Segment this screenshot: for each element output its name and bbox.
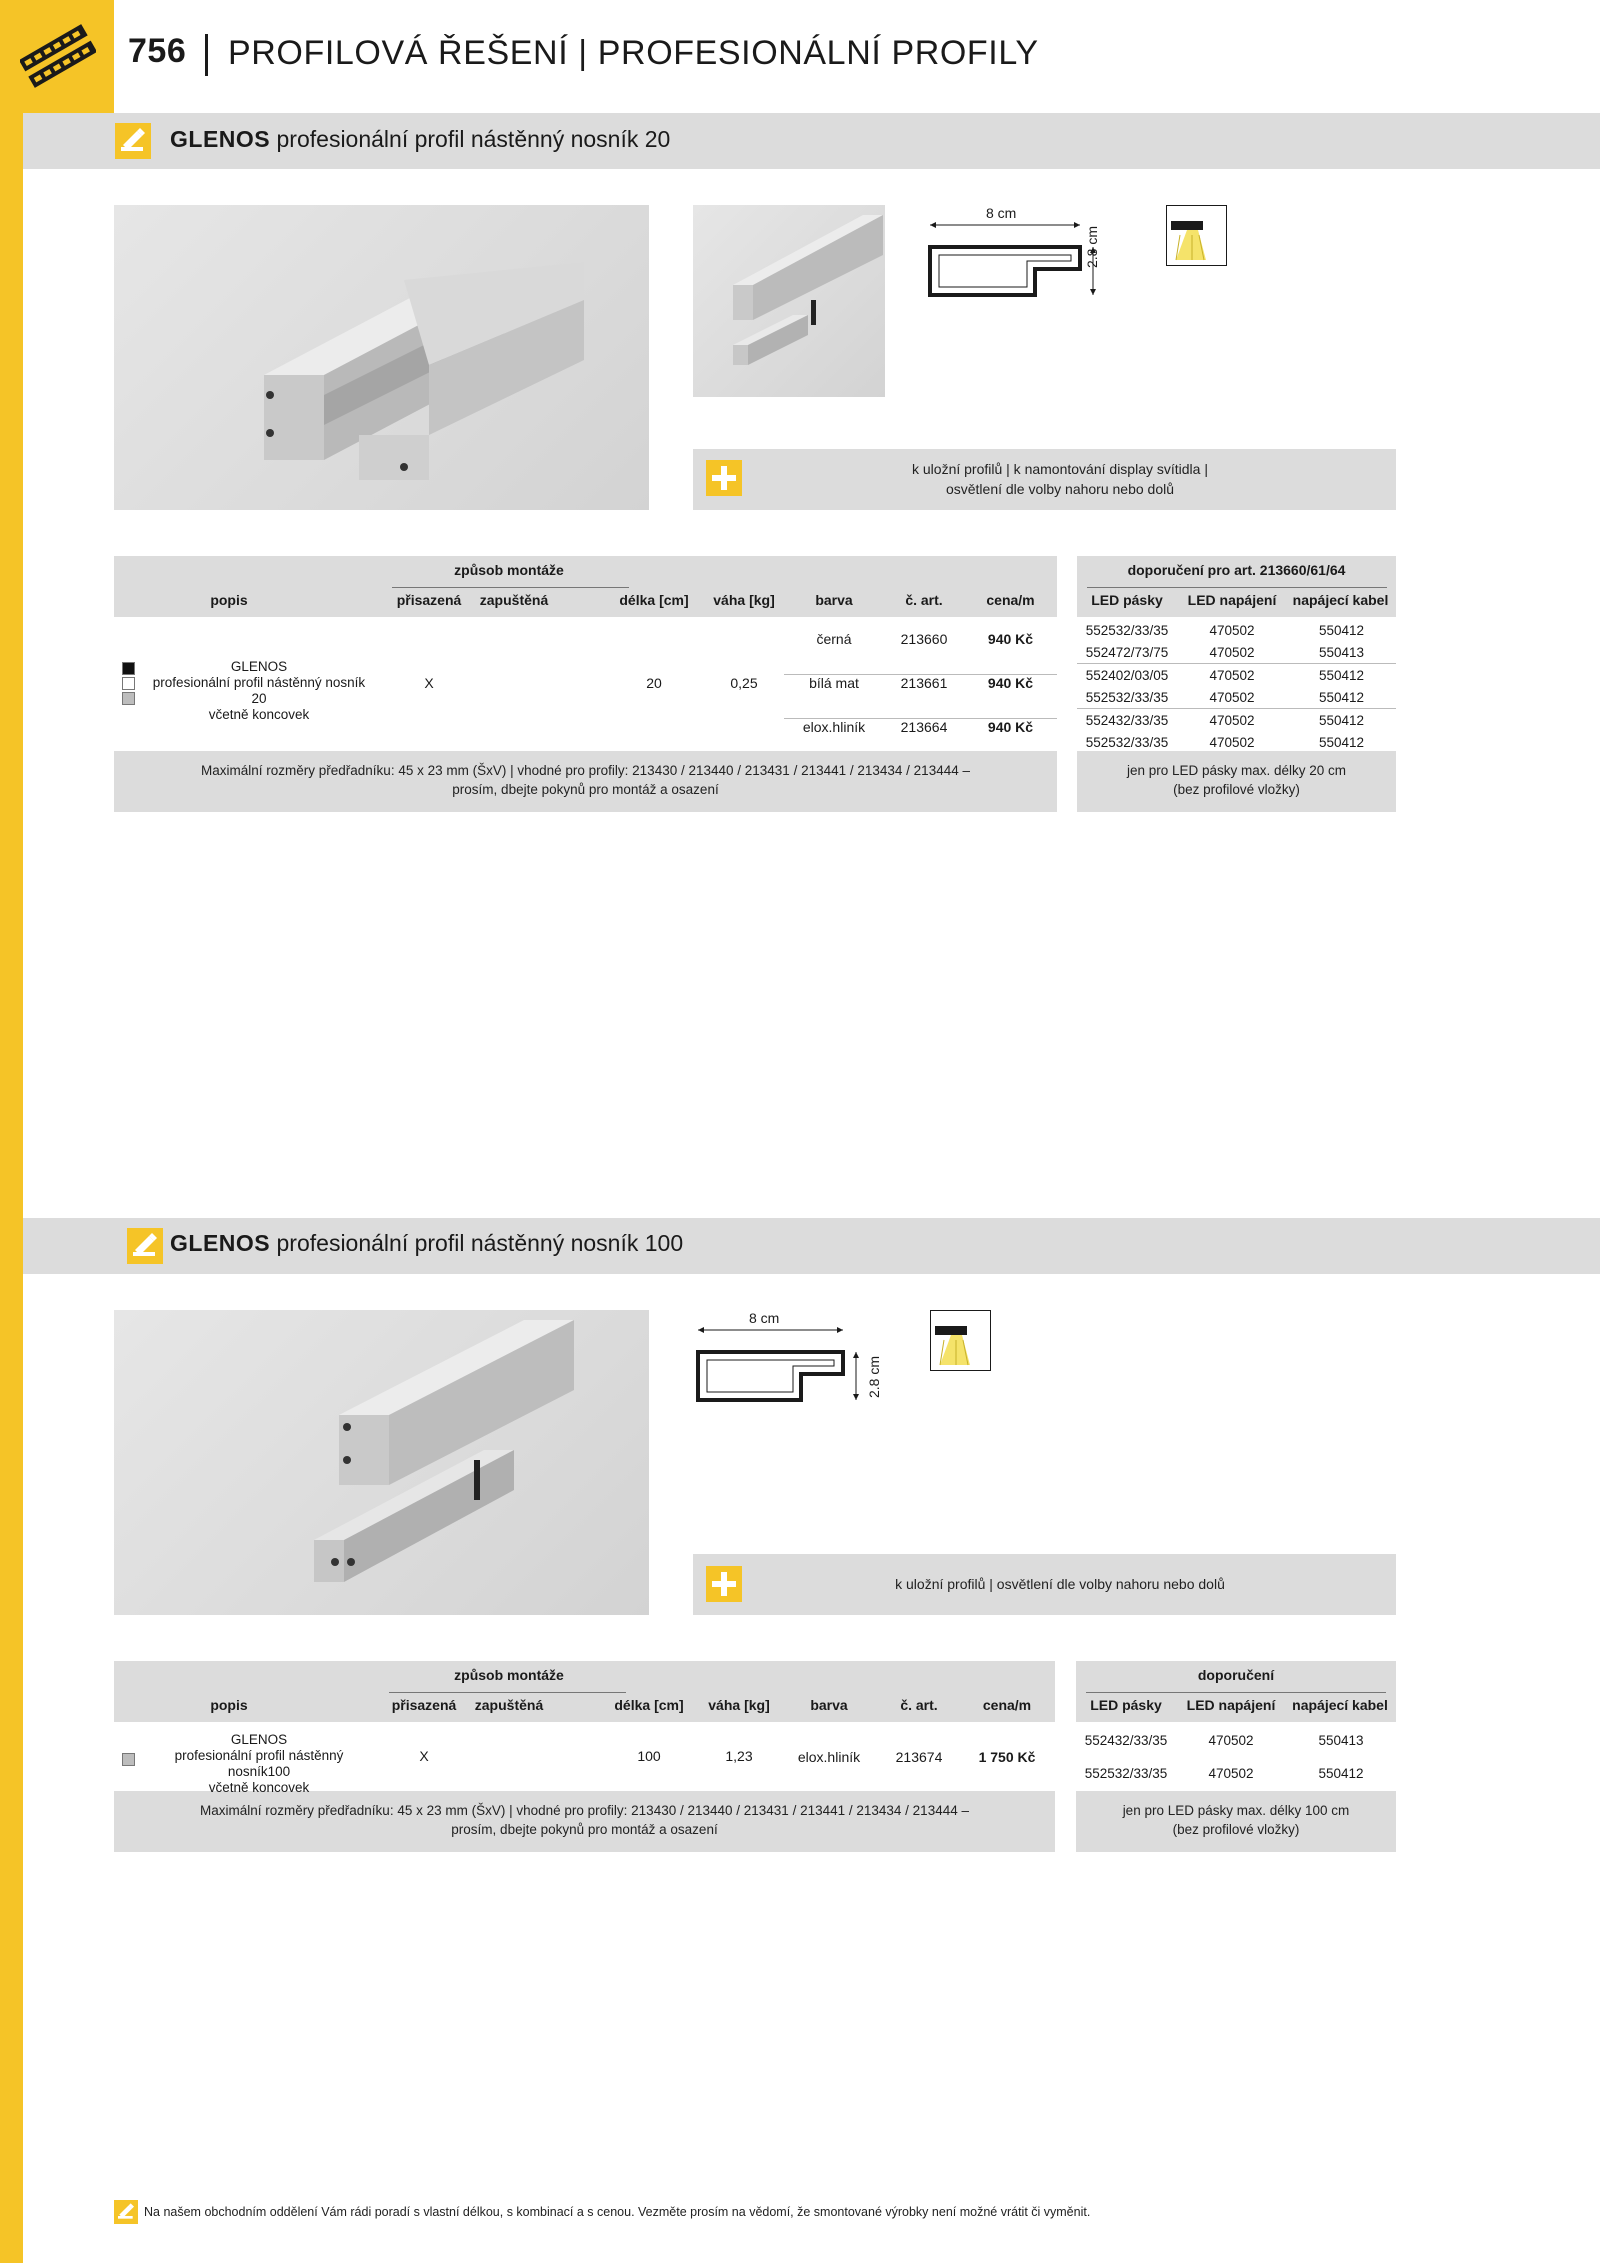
features-text [760, 1574, 1360, 1594]
rec-led: 552432/33/35 [1085, 712, 1169, 728]
rec-led: 552432/33/35 [1084, 1733, 1168, 1748]
description-line-1: GLENOS [230, 1732, 288, 1747]
col-zapustena: zapuštěná [474, 1697, 544, 1713]
rec-row [1077, 619, 1396, 642]
page-number: 756 [128, 32, 187, 70]
col-led: LED pásky [1090, 1697, 1162, 1713]
rec-row [1076, 1757, 1396, 1790]
rec-kabel: 550412 [1318, 667, 1365, 683]
rec-table-header [1076, 1661, 1396, 1722]
rec-napajeni: 470502 [1209, 667, 1255, 683]
description-line-1: GLENOS [230, 659, 288, 674]
section-1-title [170, 126, 670, 153]
rec-row [1077, 664, 1396, 687]
mount-group-header: způsob montáže [454, 562, 564, 578]
dimension-width-label: 8 cm [749, 1310, 780, 1326]
variant-art: 213660 [900, 631, 948, 647]
rec-led: 552532/33/35 [1085, 622, 1169, 638]
profile-dimension-drawing [693, 1310, 893, 1410]
variant-row [784, 631, 1057, 675]
rec-row [1077, 732, 1396, 755]
rec-led: 552532/33/35 [1085, 689, 1169, 705]
col-cena: cena/m [982, 1697, 1032, 1713]
rec-note-line-2: (bez profilové vložky) [1172, 1822, 1300, 1837]
header-divider [205, 34, 208, 76]
rec-led: 552532/33/35 [1085, 735, 1169, 751]
rec-note-line-2: (bez profilové vložky) [1173, 782, 1300, 797]
value-prisazena: X [419, 1748, 429, 1764]
section-2-title [170, 1230, 683, 1257]
rec-napajeni: 470502 [1209, 622, 1255, 638]
variant-rows [784, 631, 1057, 763]
rec-rows [1077, 619, 1396, 754]
product-description [144, 1732, 374, 1796]
variant-row [784, 675, 1057, 719]
col-popis: popis [210, 1697, 248, 1713]
plus-icon [706, 460, 742, 496]
swatch-alu [122, 692, 135, 705]
rec-rows [1076, 1724, 1396, 1790]
col-delka: délka [cm] [619, 592, 689, 608]
variant-art: 213664 [900, 719, 948, 735]
rec-note-band [1076, 1791, 1396, 1852]
value-vaha: 0,25 [730, 675, 758, 691]
swatch-alu [122, 1753, 135, 1766]
col-vaha: váha [kg] [708, 1697, 770, 1713]
description-line-3: včetně koncovek [208, 707, 310, 722]
col-barva: barva [810, 1697, 848, 1713]
page-title: PROFILOVÁ ŘEŠENÍ | PROFESIONÁLNÍ PROFILY [228, 34, 1039, 72]
col-napajeni: LED napájení [1186, 1697, 1276, 1713]
rec-napajeni: 470502 [1208, 1733, 1254, 1748]
spec-table-body [114, 1722, 1055, 1795]
variant-barva: elox.hliník [797, 1749, 861, 1765]
rec-title: doporučení pro art. 213660/61/64 [1127, 562, 1346, 578]
rec-row [1076, 1724, 1396, 1757]
rec-row [1077, 709, 1396, 732]
section-1-title-brand: GLENOS [170, 126, 271, 152]
rec-kabel: 550412 [1318, 712, 1365, 728]
rec-led: 552472/73/75 [1085, 644, 1169, 660]
variant-row [779, 1749, 1055, 1771]
light-direction-icon [1166, 205, 1227, 266]
product-photo-main [114, 205, 649, 510]
product-photo-detail [693, 205, 885, 397]
rec-napajeni: 470502 [1209, 644, 1255, 660]
rec-table-body [1076, 1722, 1396, 1791]
rec-kabel: 550412 [1318, 689, 1365, 705]
led-strip-icon [20, 18, 96, 94]
col-napajeni: LED napájení [1187, 592, 1277, 608]
features-line-1: k uložní profilů | osvětlení dle volby nahoru nebo dolů [895, 1576, 1225, 1592]
description-line-2: profesionální profil nástěnný nosník100 [174, 1748, 344, 1779]
spec-table-header [114, 1661, 1055, 1722]
col-prisazena: přisazená [391, 1697, 457, 1713]
features-line-2: osvětlení dle volby nahoru nebo dolů [945, 481, 1175, 497]
rec-row [1077, 687, 1396, 710]
section-2-title-text: profesionální profil nástěnný nosník 100 [270, 1230, 684, 1256]
rec-note-line-1: jen pro LED pásky max. délky 20 cm [1126, 763, 1347, 778]
col-prisazena: přisazená [396, 592, 462, 608]
variant-art: 213674 [895, 1749, 943, 1765]
value-delka: 100 [637, 1748, 661, 1764]
col-delka: délka [cm] [614, 1697, 684, 1713]
product-photo-main [114, 1310, 649, 1615]
variant-barva: elox.hliník [802, 719, 866, 735]
features-line-1: k uložní profilů | k namontování display svítidla | [912, 461, 1208, 477]
rec-kabel: 550412 [1318, 735, 1365, 751]
spec-note-line-1: Maximální rozměry předřadníku: 45 x 23 mm (ŠxV) | vhodné pro profily: 213430 / 213440 / 213431 / 213441 / 213434 / 213444 – [201, 763, 970, 778]
group-underline [389, 1692, 626, 1693]
spec-table-header [114, 556, 1057, 617]
light-direction-icon [930, 1310, 991, 1371]
value-delka: 20 [646, 675, 662, 691]
spec-table-1 [114, 556, 1057, 812]
rec-underline [1086, 1692, 1386, 1693]
rec-kabel: 550412 [1318, 622, 1365, 638]
variant-cena: 940 Kč [987, 719, 1034, 735]
features-text [760, 459, 1360, 499]
col-led: LED pásky [1091, 592, 1163, 608]
variant-cena: 1 750 Kč [978, 1749, 1036, 1765]
color-swatches [122, 661, 135, 706]
dimension-height-label: 2.8 cm [1084, 225, 1100, 268]
pencil-ruler-icon [115, 123, 151, 159]
footer-note: Na našem obchodním oddělení Vám rádi poradí s vlastní délkou, s kombinací a s cenou. Vezměte prosím na vědomí, že smontované výrobky není možné vrátit či vyměnit. [144, 2205, 1091, 2219]
section-1-title-text: profesionální profil nástěnný nosník 20 [270, 126, 671, 152]
rec-kabel: 550413 [1318, 644, 1365, 660]
col-cena: cena/m [986, 592, 1035, 608]
description-line-3: včetně koncovek [208, 1780, 310, 1795]
variant-barva: černá [816, 631, 852, 647]
spec-note-line-2: prosím, dbejte pokynů pro montáž a osazení [451, 1822, 718, 1837]
section-2-title-brand: GLENOS [170, 1230, 271, 1256]
plus-icon [706, 1566, 742, 1602]
dimension-width-label: 8 cm [986, 205, 1017, 221]
group-underline [392, 587, 629, 588]
mount-group-header: způsob montáže [454, 1667, 564, 1683]
rec-napajeni: 470502 [1209, 712, 1255, 728]
col-zapustena: zapuštěná [479, 592, 549, 608]
value-prisazena: X [424, 675, 434, 691]
col-kabel: napájecí kabel [1292, 592, 1389, 608]
spec-note-band [114, 1791, 1055, 1852]
rec-table-header [1077, 556, 1396, 617]
variant-cena: 940 Kč [987, 675, 1034, 691]
pencil-ruler-icon [127, 1228, 163, 1264]
swatch-white [122, 677, 135, 690]
yellow-side-strip [0, 113, 23, 2263]
description-line-2: profesionální profil nástěnný nosník 20 [152, 675, 366, 706]
col-cislo: č. art. [905, 592, 943, 608]
variant-rows [779, 1749, 1055, 1771]
rec-napajeni: 470502 [1208, 1766, 1254, 1781]
recommendation-table-1 [1077, 556, 1396, 812]
rec-kabel: 550412 [1318, 1766, 1364, 1781]
variant-art: 213661 [900, 675, 948, 691]
rec-table-body [1077, 617, 1396, 751]
rec-underline [1087, 587, 1387, 588]
pencil-ruler-icon [114, 2200, 138, 2224]
rec-note-band [1077, 751, 1396, 812]
rec-row [1077, 642, 1396, 665]
recommendation-table-2 [1076, 1661, 1396, 1852]
rec-led: 552532/33/35 [1084, 1766, 1168, 1781]
col-barva: barva [815, 592, 853, 608]
rec-note-line-1: jen pro LED pásky max. délky 100 cm [1122, 1803, 1350, 1818]
rec-led: 552402/03/05 [1085, 667, 1169, 683]
swatch-black [122, 662, 135, 675]
dimension-height-label: 2.8 cm [866, 1355, 882, 1398]
col-popis: popis [210, 592, 248, 608]
rec-kabel: 550413 [1318, 1733, 1364, 1748]
rec-napajeni: 470502 [1209, 689, 1255, 705]
col-cislo: č. art. [900, 1697, 938, 1713]
col-vaha: váha [kg] [713, 592, 775, 608]
color-swatches [122, 1752, 135, 1767]
variant-row [784, 719, 1057, 763]
variant-barva: bílá mat [809, 675, 859, 691]
col-kabel: napájecí kabel [1292, 1697, 1388, 1713]
product-description [144, 659, 374, 723]
value-vaha: 1,23 [725, 1748, 753, 1764]
rec-title: doporučení [1197, 1667, 1275, 1683]
variant-cena: 940 Kč [987, 631, 1034, 647]
rec-napajeni: 470502 [1209, 735, 1255, 751]
spec-table-2 [114, 1661, 1055, 1852]
spec-table-body [114, 617, 1057, 751]
spec-note-line-2: prosím, dbejte pokynů pro montáž a osazení [452, 782, 719, 797]
spec-note-line-1: Maximální rozměry předřadníku: 45 x 23 mm (ŠxV) | vhodné pro profily: 213430 / 213440 / 213431 / 213441 / 213434 / 213444 – [200, 1803, 969, 1818]
